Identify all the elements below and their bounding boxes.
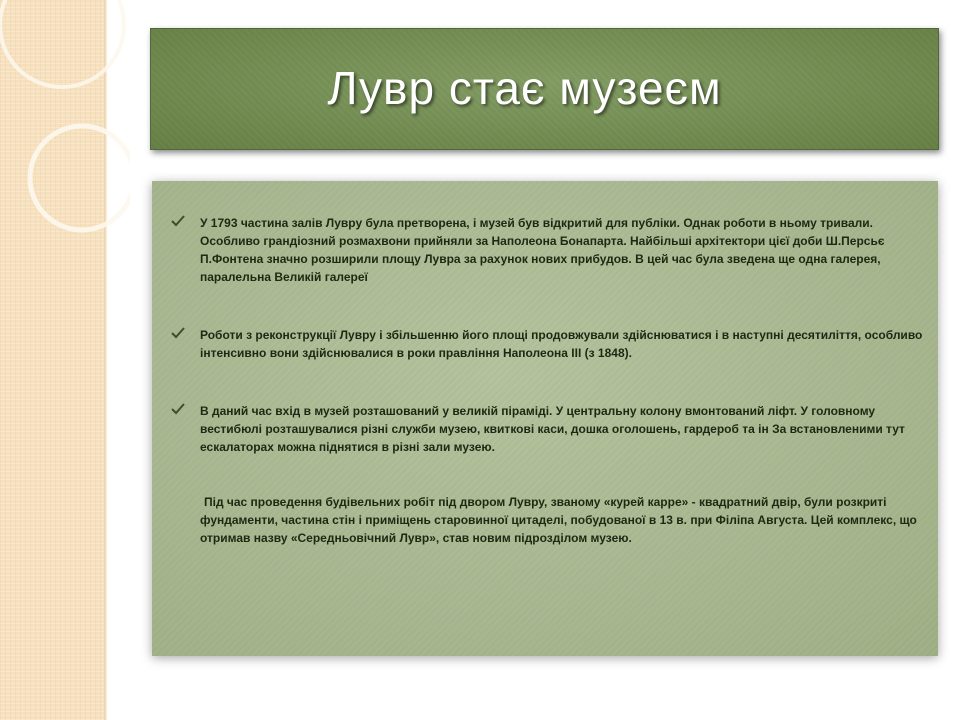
checkmark-icon <box>170 214 186 228</box>
title-bar <box>150 28 939 150</box>
bullet-list <box>170 214 930 547</box>
bullet-item <box>170 214 930 286</box>
bullet-item <box>170 326 930 362</box>
checkmark-icon <box>170 402 186 416</box>
paragraph-item <box>170 493 930 547</box>
decorative-rings <box>0 0 130 270</box>
checkmark-icon <box>170 326 186 340</box>
content-box <box>152 181 938 656</box>
paragraph-text: Під час проведення будівельних робіт під двором Лувру, званому «курей карре» - квадратний двір, були розкриті фундаменти, частина стін і приміщень старовинної цитаделі, побудованої в 13 в. при Філіпа Августа. Цей комплекс, що отримав назву «Середньовічний Лувр», став новим підрозділом музею. <box>200 495 917 545</box>
bullet-text: В даний час вхід в музей розташований у великій піраміді. У центральну колону вмонтований ліфт. У головному вестибюлі розташувалися різні служби музею, квиткові каси, дошка оголошень, гардероб та ін За встановленими тут ескалаторах можна піднятися в різні зали музею. <box>200 404 905 454</box>
bullet-text: Роботи з реконструкції Лувру і збільшенню його площі продовжували здійснюватися і в наступні десятиліття, особливо інтенсивно вони здійснювалися в роки правління Наполеона III (з 1848). <box>200 328 923 360</box>
bullet-item <box>170 402 930 456</box>
bullet-text: У 1793 частина залів Лувру була претворена, і музей був відкритий для публіки. Однак роботи в ньому тривали. Особливо грандіозний розмахвони прийняли за Наполеона Бонапарта. Найбільші архітектори цієї доби Ш.Персьє П.Фонтена значно розширили площу Лувра за рахунок нових прибудов. В цей час була зведена ще одна галерея, паралельна Великій галереї <box>200 216 885 284</box>
slide-title: Лувр стає музеєм <box>327 62 722 114</box>
